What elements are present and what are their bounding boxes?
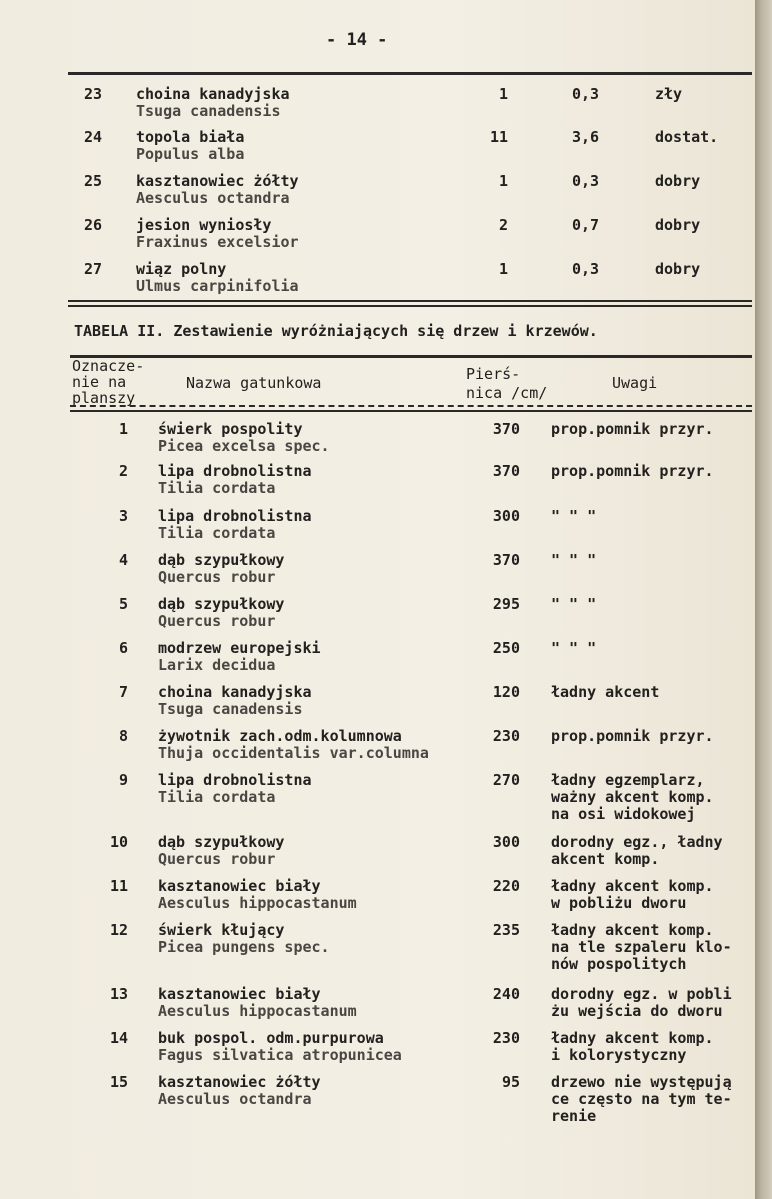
polish-name: jesion wyniosły [136,216,272,234]
polish-name: świerk kłujący [158,921,285,939]
latin-name: Quercus robur [158,850,276,868]
polish-name: choina kanadyjska [158,683,312,701]
row-number: 2 [118,462,128,480]
row-number: 11 [109,877,128,895]
table2-top-rule [70,355,752,358]
notes-line: prop.pomnik przyr. [551,420,714,438]
quantity: 1 [498,85,508,103]
girth-cm: 95 [501,1073,520,1091]
polish-name: świerk pospolity [158,420,303,438]
latin-name: Picea excelsa spec. [158,437,330,455]
girth-cm: 220 [492,877,520,895]
notes-line: ładny akcent [551,683,660,701]
notes-line: drzewo nie występują [551,1073,732,1091]
header-col-number [72,358,144,406]
polish-name: wiąz polny [136,260,227,278]
latin-name: Tilia cordata [158,524,276,542]
row-number: 24 [84,128,103,146]
notes-line: i kolorystyczny [551,1046,687,1064]
table2-header-rule [70,405,752,407]
polish-name: buk pospol. odm.purpurowa [158,1029,384,1047]
notes-line: ważny akcent komp. [551,788,714,806]
notes-line: ładny akcent komp. [551,921,714,939]
girth-cm: 295 [492,595,520,613]
latin-name: Tilia cordata [158,788,276,806]
polish-name: kasztanowiec biały [158,877,321,895]
notes-line: żu wejścia do dworu [551,1002,723,1020]
polish-name: żywotnik zach.odm.kolumnowa [158,727,402,745]
latin-name: Larix decidua [158,656,276,674]
girth-cm: 370 [492,551,520,569]
latin-name: Tilia cordata [158,479,276,497]
latin-name: Aesculus hippocastanum [158,1002,357,1020]
latin-name: Quercus robur [158,568,276,586]
latin-name: Ulmus carpinifolia [136,277,299,295]
percentage: 0,3 [572,85,600,103]
row-number: 1 [118,420,128,438]
polish-name: kasztanowiec żółty [158,1073,321,1091]
header-col-number-line3: planszy [72,389,136,407]
polish-name: dąb szypułkowy [158,833,285,851]
row-number: 15 [109,1073,128,1091]
table1-bottom-rule [68,300,752,302]
polish-name: topola biała [136,128,245,146]
row-number: 8 [118,727,128,745]
table1-bottom-rule-2 [68,305,752,307]
percentage: 3,6 [572,128,600,146]
header-col-notes: Uwagi [612,374,658,392]
girth-cm: 300 [492,507,520,525]
notes-line: ładny akcent komp. [551,877,714,895]
row-number: 27 [84,260,103,278]
row-number: 6 [118,639,128,657]
notes-line: w pobliżu dworu [551,894,687,912]
notes-line: " " " [551,639,597,657]
percentage: 0,7 [572,216,600,234]
latin-name: Populus alba [136,145,245,163]
girth-cm: 370 [492,420,520,438]
latin-name: Picea pungens spec. [158,938,330,956]
polish-name: choina kanadyjska [136,85,290,103]
girth-cm: 120 [492,683,520,701]
row-number: 26 [84,216,103,234]
girth-cm: 240 [492,985,520,1003]
header-col-number-line2: nie na [72,373,127,391]
notes-line: na tle szpaleru klo- [551,938,732,956]
notes-line: akcent komp. [551,850,660,868]
quantity: 1 [498,260,508,278]
quantity: 11 [489,128,508,146]
notes-line: prop.pomnik przyr. [551,727,714,745]
row-number: 25 [84,172,103,190]
polish-name: kasztanowiec żółty [136,172,299,190]
notes-line: nów pospolitych [551,955,687,973]
condition: zły [655,85,683,103]
polish-name: lipa drobnolistna [158,462,312,480]
row-number: 9 [118,771,128,789]
polish-name: modrzew europejski [158,639,321,657]
latin-name: Aesculus hippocastanum [158,894,357,912]
row-number: 7 [118,683,128,701]
notes-line: ce często na tym te- [551,1090,732,1108]
notes-line: prop.pomnik przyr. [551,462,714,480]
notes-line: " " " [551,595,597,613]
polish-name: lipa drobnolistna [158,507,312,525]
table2-header-rule-2 [70,410,752,412]
condition: dobry [655,172,701,190]
notes-line: " " " [551,507,597,525]
girth-cm: 270 [492,771,520,789]
table1-top-rule [68,72,752,75]
page-edge [755,0,772,1199]
notes-line: dorodny egz., ładny [551,833,723,851]
latin-name: Fagus silvatica atropunicea [158,1046,402,1064]
notes-line: " " " [551,551,597,569]
row-number: 10 [109,833,128,851]
girth-cm: 235 [492,921,520,939]
girth-cm: 250 [492,639,520,657]
notes-line: ładny egzemplarz, [551,771,705,789]
page-number: - 14 - [326,30,388,50]
notes-line: dorodny egz. w pobli [551,985,732,1003]
polish-name: lipa drobnolistna [158,771,312,789]
header-col-name: Nazwa gatunkowa [186,374,322,392]
table2-caption: TABELA II. Zestawienie wyróżniających się drzew i krzewów. [74,322,598,340]
header-col-girth-line1: Pierś- [466,365,521,383]
polish-name: dąb szypułkowy [158,595,285,613]
girth-cm: 300 [492,833,520,851]
latin-name: Quercus robur [158,612,276,630]
girth-cm: 230 [492,1029,520,1047]
condition: dobry [655,216,701,234]
row-number: 14 [109,1029,128,1047]
polish-name: dąb szypułkowy [158,551,285,569]
row-number: 3 [118,507,128,525]
percentage: 0,3 [572,172,600,190]
quantity: 2 [498,216,508,234]
header-col-girth [466,365,547,403]
row-number: 23 [84,85,103,103]
row-number: 5 [118,595,128,613]
row-number: 4 [118,551,128,569]
condition: dostat. [655,128,719,146]
latin-name: Aesculus octandra [158,1090,312,1108]
header-col-number-line1: Oznacze- [72,357,145,375]
latin-name: Fraxinus excelsior [136,233,299,251]
girth-cm: 370 [492,462,520,480]
quantity: 1 [498,172,508,190]
latin-name: Aesculus octandra [136,189,290,207]
latin-name: Tsuga canadensis [136,102,281,120]
header-col-girth-line2: nica /cm/ [466,384,548,402]
latin-name: Tsuga canadensis [158,700,303,718]
latin-name: Thuja occidentalis var.columna [158,744,429,762]
girth-cm: 230 [492,727,520,745]
condition: dobry [655,260,701,278]
polish-name: kasztanowiec biały [158,985,321,1003]
notes-line: ładny akcent komp. [551,1029,714,1047]
notes-line: renie [551,1107,597,1125]
notes-line: na osi widokowej [551,805,696,823]
percentage: 0,3 [572,260,600,278]
row-number: 12 [109,921,128,939]
row-number: 13 [109,985,128,1003]
